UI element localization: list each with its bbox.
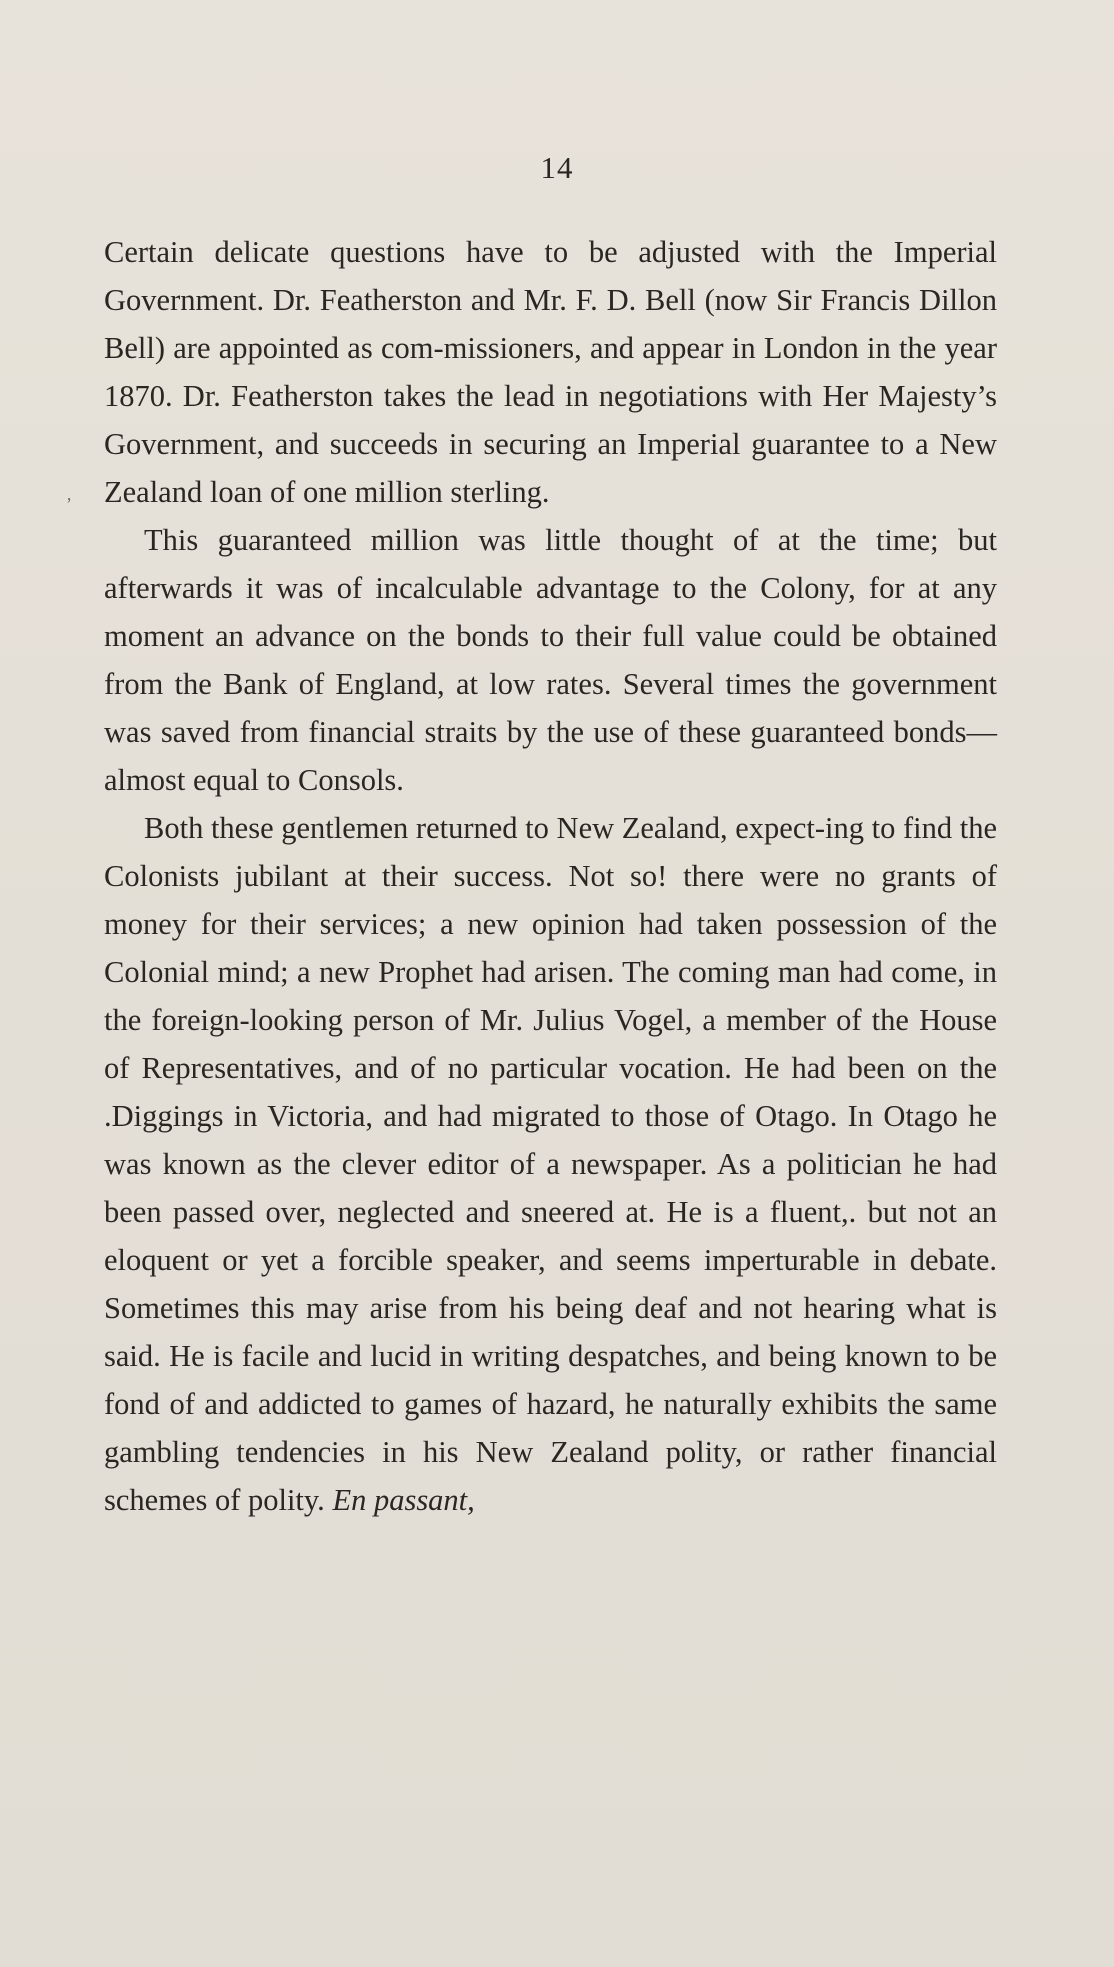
paragraph-2: This guaranteed million was little thought of at the time; but afterwards it was of incalculable advantage to the Colony, for at any moment an advance on the bonds to their full value could be obtained from the Bank of England, at low rates. Several times the government was saved from financial straits by the use of these guaranteed bonds—almost equal to Consols. bbox=[104, 523, 997, 797]
page-number: 14 bbox=[540, 150, 574, 185]
body-text bbox=[104, 228, 997, 1524]
paragraph-3-text: Both these gentlemen returned to New Zealand, expect-ing to find the Colonists jubilant at their success. Not so! there were no grants of money for their services; a new opinion had taken possession of the Colonial mind; a new Prophet had arisen. The coming man had come, in the foreign-looking person of Mr. Julius Vogel, a member of the House of Representatives, and of no particular vocation. He had been on the .Diggings in Victoria, and had migrated to those of Otago. In Otago he was known as the clever editor of a newspaper. As a politician he had been passed over, neglected and sneered at. He is a fluent,. but not an eloquent or yet a forcible speaker, and seems imperturable in debate. Sometimes this may arise from his being deaf and not hearing what is said. He is facile and lucid in writing despatches, and being known to be fond of and addicted to games of hazard, he naturally exhibits the same gambling tendencies in his New Zealand polity, or rather financial schemes of polity. bbox=[104, 811, 997, 1517]
paragraph-1: Certain delicate questions have to be adjusted with the Imperial Government. Dr. Featherston and Mr. F. D. Bell (now Sir Francis Dillon Bell) are appointed as com-missioners, and appear in London in the year 1870. Dr. Featherston takes the lead in negotiations with Her Majesty’s Government, and succeeds in securing an Imperial guarantee to a New Zealand loan of one million sterling. bbox=[104, 235, 997, 509]
paragraph-3 bbox=[104, 804, 997, 1524]
italic-phrase: En passant, bbox=[332, 1483, 475, 1517]
margin-mark: ‚ bbox=[66, 484, 72, 504]
